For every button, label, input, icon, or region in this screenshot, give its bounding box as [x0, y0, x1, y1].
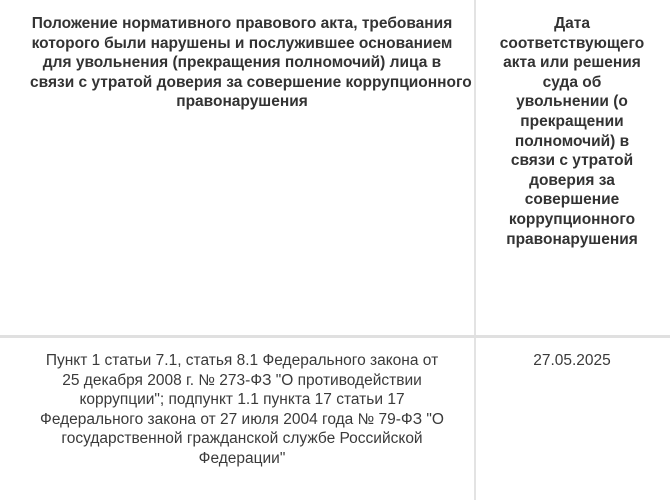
- header-line: суда об: [542, 73, 602, 91]
- table-cell-legal-provision: [30, 351, 454, 469]
- header-line: которого были нарушены и послужившее основанием: [31, 34, 453, 52]
- header-line: Положение нормативного правового акта, требования: [31, 15, 453, 32]
- header-line: увольнении (о: [516, 93, 628, 111]
- header-line: правонарушения: [506, 230, 638, 248]
- header-line: правонарушения: [176, 93, 308, 111]
- cell-line: государственной гражданской службе Российской: [61, 430, 423, 448]
- cell-line: коррупции"; подпункт 1.1 пункта 17 статьи 17: [79, 391, 405, 409]
- header-line: доверия за: [529, 171, 615, 189]
- header-line: для увольнения (прекращения полномочий) лица в: [42, 54, 442, 72]
- row-divider: [0, 335, 670, 338]
- cell-line: 25 декабря 2008 г. № 273-ФЗ "О противодействии: [62, 371, 422, 389]
- cell-line: Федерации": [198, 449, 286, 467]
- date-value: 27.05.2025: [533, 352, 611, 369]
- header-line: связи с утратой: [510, 152, 634, 170]
- header-line: коррупционного: [508, 210, 636, 228]
- table-cell-date: [486, 351, 658, 371]
- cell-line: Федерального закона от 27 июля 2004 года № 79-ФЗ "О: [40, 410, 444, 428]
- cell-line: Пункт 1 статьи 7.1, статья 8.1 Федерального закона от: [45, 352, 439, 369]
- header-cell-legal-provision: [30, 14, 472, 112]
- column-divider: [474, 0, 476, 500]
- header-line: Дата: [554, 15, 590, 32]
- header-line: связи с утратой доверия за совершение коррупционного: [30, 73, 472, 91]
- header-line: совершение: [524, 191, 620, 209]
- header-line: соответствующего: [499, 34, 645, 52]
- header-line: полномочий) в: [514, 132, 630, 150]
- header-line: прекращении: [520, 112, 624, 130]
- header-line: акта или решения: [503, 54, 641, 72]
- header-cell-date: [486, 14, 658, 249]
